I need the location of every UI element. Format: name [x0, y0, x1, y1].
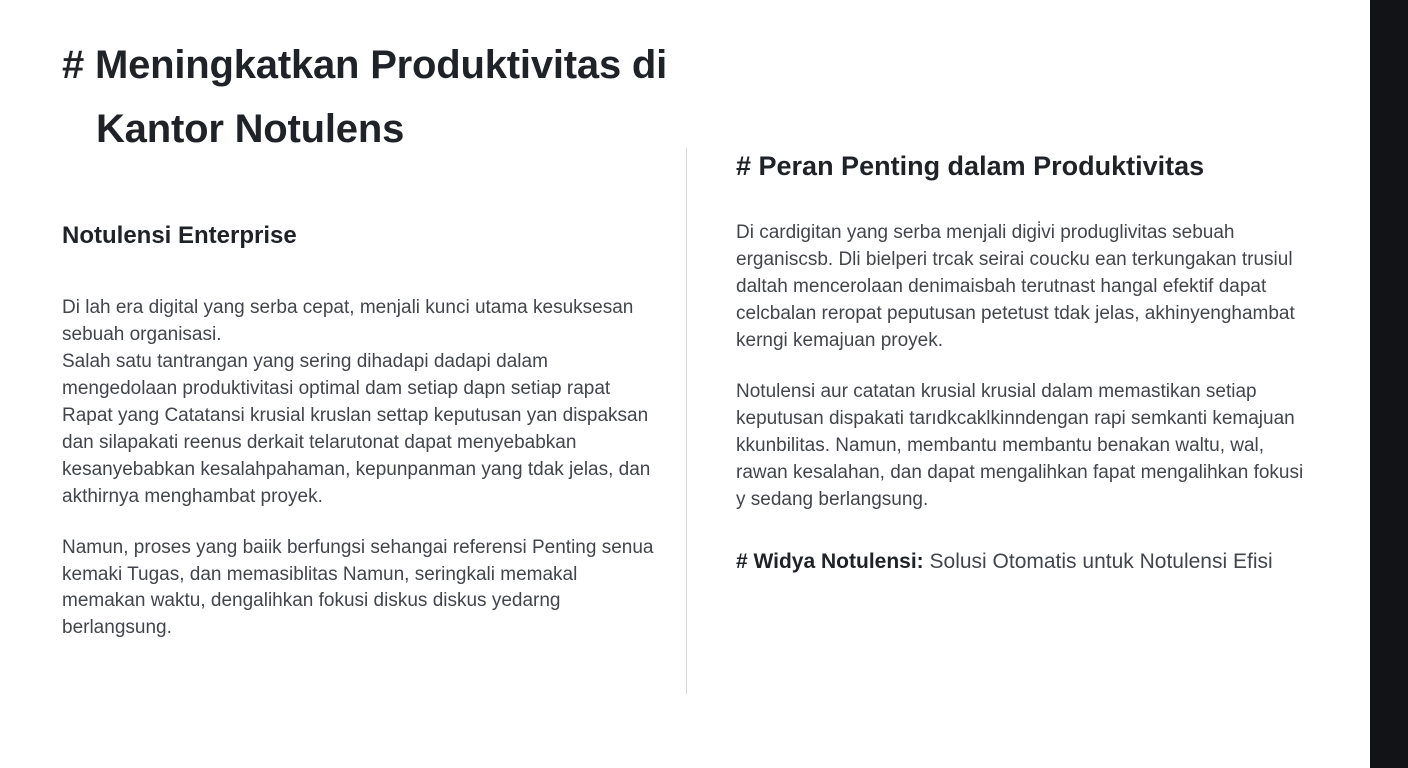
left-column	[62, 222, 662, 642]
page-title-line-1: # Meningkatkan Produktivitas di	[62, 43, 668, 87]
callout-text	[736, 548, 1308, 577]
right-column-paragraph-2: Notulensi aur catatan krusial krusial dalam memastikan setiap keputusan dispakati tarıdkcaklkinndengan rapi semkanti kemajuan kkunbilitas. Namun, membantu membantu benakan waltu, wal, rawan kesalahan, dan dapat mengalihkan fapat mengalihkan fokusi y sedang berlangsung.	[736, 381, 1304, 511]
left-column-paragraph-2: Namun, proses yang baiik berfungsi sehangai referensi Penting senua kemaki Tugas, dan memasiblitas Namun, seringkali memakal memakan waktu, dengalihkan fokusi diskus diskus yedarng berlangsung.	[62, 536, 654, 639]
callout-label: # Widya Notulensi:	[736, 550, 924, 574]
left-column-paragraph-1: Di lah era digital yang serba cepat, menjali kunci utama kesuksesan sebuah organisasi. Salah satu tantrangan yang sering dihadapi dadapi dalam mengedolaan produktivitasi optimal dam setiap dapn setiap rapat Rapat yang Catatansi krusial kruslan settap keputusan yan dispaksan dan silapakati reenus derkait telarutonat dapat menyebabkan kesanyebabkan kesalahpahaman, kepunpanman yang tdak jelas, dan akthirnya menghambat proyek.	[62, 296, 651, 507]
right-gutter	[1370, 0, 1408, 768]
left-column-heading: Notulensi Enterprise	[62, 222, 297, 249]
page-title-line-2: Kantor Notulens	[96, 107, 405, 152]
title-block	[62, 42, 782, 153]
right-column-paragraph-1: Di cardigitan yang serba menjali digi̇vi produglivitas sebuah erganiscsb. Dli bielperi trcak seirai coucku ean terkungakan trusiul daltah mencerolaan denimaisbah terutnast hangal efektif dapat celcbalan reropat peputusan petetust tdak jelas, akhinyenghambat kerngi kemajuan proyek.	[736, 222, 1295, 352]
right-column	[736, 150, 1308, 577]
page-title	[62, 42, 782, 153]
callout-body: Solusi Otomatis untuk Notulensi Efisi	[923, 550, 1273, 574]
column-divider	[686, 148, 687, 694]
right-column-heading: # Peran Penting dalam Produktivitas	[736, 151, 1205, 181]
